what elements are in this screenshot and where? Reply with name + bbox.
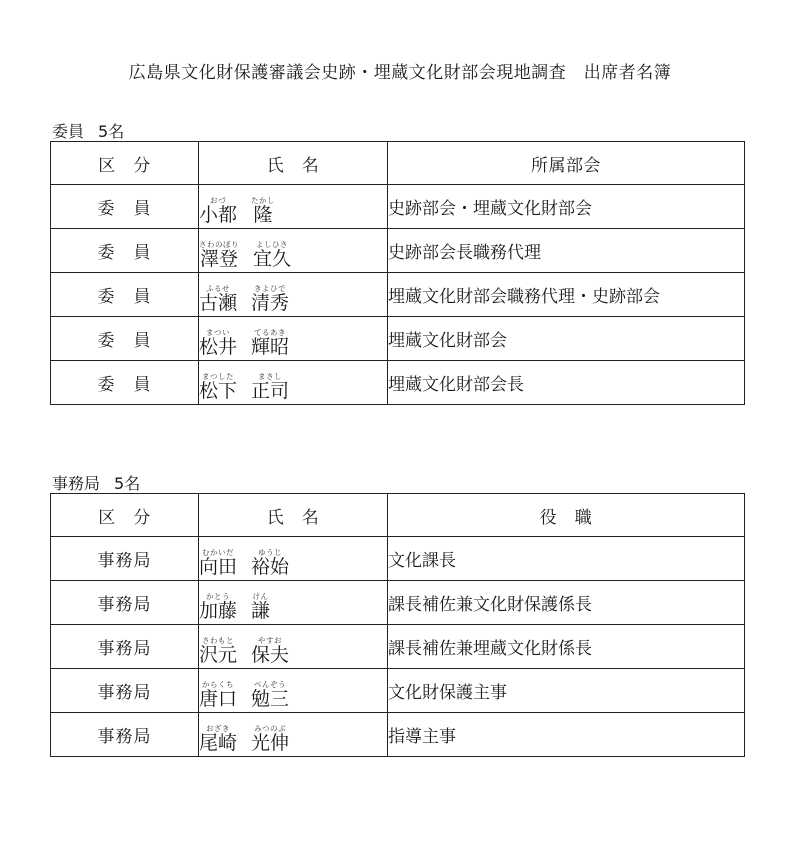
name-cell [199,317,388,361]
given-name-furigana: けん [252,591,269,601]
given-name-text: 宜久 [253,248,292,271]
surname [199,637,237,666]
given-name [253,241,291,270]
role-cell: 文化課長 [388,537,745,581]
role-cell: 文化財保護主事 [388,669,745,713]
surname-text: 古瀬 [199,292,238,315]
surname [199,285,237,314]
table-row [51,713,745,757]
surname-furigana: まつした [202,371,234,381]
column-header-name: 氏 名 [199,142,388,185]
role-cell: 埋蔵文化財部会長 [388,361,745,405]
person-name [199,593,270,622]
section-count: 5名 [114,474,141,493]
given-name-text: 謙 [251,600,271,623]
surname-text: 唐口 [199,688,238,711]
person-name [199,197,275,226]
given-name [251,197,275,226]
surname-furigana: さわのぼり [199,239,239,249]
given-name-furigana: まさし [258,371,283,381]
category-cell: 事務局 [51,713,199,757]
given-name-furigana: たかし [251,195,276,205]
given-name-furigana: ゆうじ [258,547,283,557]
header-row [51,494,745,537]
person-name [199,373,289,402]
category-cell: 事務局 [51,669,199,713]
table-row [51,625,745,669]
name-cell [199,229,388,273]
surname [199,197,237,226]
role-cell: 課長補佐兼埋蔵文化財係長 [388,625,745,669]
given-name [251,285,289,314]
table-row [51,669,745,713]
category-cell: 委 員 [51,361,199,405]
table-row [51,185,745,229]
role-cell: 史跡部会長職務代理 [388,229,745,273]
category-cell: 事務局 [51,537,199,581]
column-header-role: 役 職 [388,494,745,537]
section-heading-members [52,119,124,142]
secretariat-table-body [51,537,745,757]
given-name [251,593,270,622]
given-name-furigana: やすお [258,635,283,645]
column-header-category: 区 分 [51,142,199,185]
surname [199,681,237,710]
members-table-body [51,185,745,405]
name-cell [199,185,388,229]
table-row [51,317,745,361]
given-name-text: 裕始 [251,556,290,579]
given-name [251,637,289,666]
name-cell [199,581,388,625]
surname-furigana: さわもと [202,635,234,645]
table-row [51,229,745,273]
person-name [199,285,289,314]
given-name-furigana: てるあき [254,327,287,337]
surname-furigana: かとう [206,591,230,601]
surname-text: 沢元 [199,644,238,667]
column-header-name: 氏 名 [199,494,388,537]
surname-text: 尾崎 [199,732,238,755]
section-heading-secretariat [52,471,140,494]
given-name [251,725,289,754]
given-name [251,373,289,402]
section-heading-label: 委員 [52,122,85,141]
given-name-text: 輝昭 [251,336,290,359]
surname-furigana: ふるせ [206,283,230,293]
given-name-text: 勉三 [251,688,290,711]
members-table [50,141,745,405]
surname [199,549,237,578]
surname [199,593,237,622]
given-name [251,549,289,578]
category-cell: 委 員 [51,185,199,229]
section-count: 5名 [98,122,125,141]
table-row [51,581,745,625]
name-cell [199,669,388,713]
given-name [251,681,289,710]
person-name [199,549,289,578]
role-cell: 史跡部会・埋蔵文化財部会 [388,185,745,229]
given-name-text: 正司 [251,380,290,403]
category-cell: 委 員 [51,229,199,273]
table-row [51,361,745,405]
column-header-category: 区 分 [51,494,199,537]
role-cell: 埋蔵文化財部会 [388,317,745,361]
secretariat-table [50,493,745,757]
document-title: 広島県文化財保護審議会史跡・埋蔵文化財部会現地調査 出席者名簿 [128,63,672,83]
name-cell [199,625,388,669]
name-cell [199,361,388,405]
header-row [51,142,745,185]
surname [199,241,239,270]
given-name-furigana: べんぞう [254,679,287,689]
column-header-role: 所属部会 [388,142,745,185]
surname-furigana: からくち [202,679,234,689]
role-cell: 指導主事 [388,713,745,757]
surname-text: 松下 [199,380,238,403]
surname [199,373,237,402]
surname-text: 加藤 [199,600,238,623]
person-name [199,329,289,358]
name-cell [199,273,388,317]
name-cell [199,537,388,581]
surname-text: 松井 [199,336,238,359]
given-name-furigana: きよひで [254,283,287,293]
surname-text: 澤登 [199,248,238,271]
given-name-text: 清秀 [251,292,290,315]
person-name [199,725,289,754]
given-name-text: 隆 [253,204,273,227]
category-cell: 事務局 [51,625,199,669]
given-name-text: 光伸 [251,732,290,755]
table-row [51,537,745,581]
section-heading-label: 事務局 [52,474,101,493]
category-cell: 委 員 [51,273,199,317]
surname-text: 小都 [199,204,238,227]
category-cell: 事務局 [51,581,199,625]
surname-text: 向田 [199,556,238,579]
person-name [199,637,289,666]
role-cell: 埋蔵文化財部会職務代理・史跡部会 [388,273,745,317]
name-cell [199,713,388,757]
surname-furigana: おづ [210,195,226,205]
table-row [51,273,745,317]
person-name [199,681,289,710]
surname [199,725,237,754]
given-name-furigana: よしひさ [256,239,288,249]
given-name-text: 保夫 [251,644,290,667]
category-cell: 委 員 [51,317,199,361]
surname-furigana: おざき [206,723,230,733]
role-cell: 課長補佐兼文化財保護係長 [388,581,745,625]
given-name-furigana: みつのぶ [254,723,286,733]
surname-furigana: まつい [206,327,230,337]
person-name [199,241,291,270]
surname [199,329,237,358]
given-name [251,329,289,358]
surname-furigana: むかいだ [202,547,234,557]
